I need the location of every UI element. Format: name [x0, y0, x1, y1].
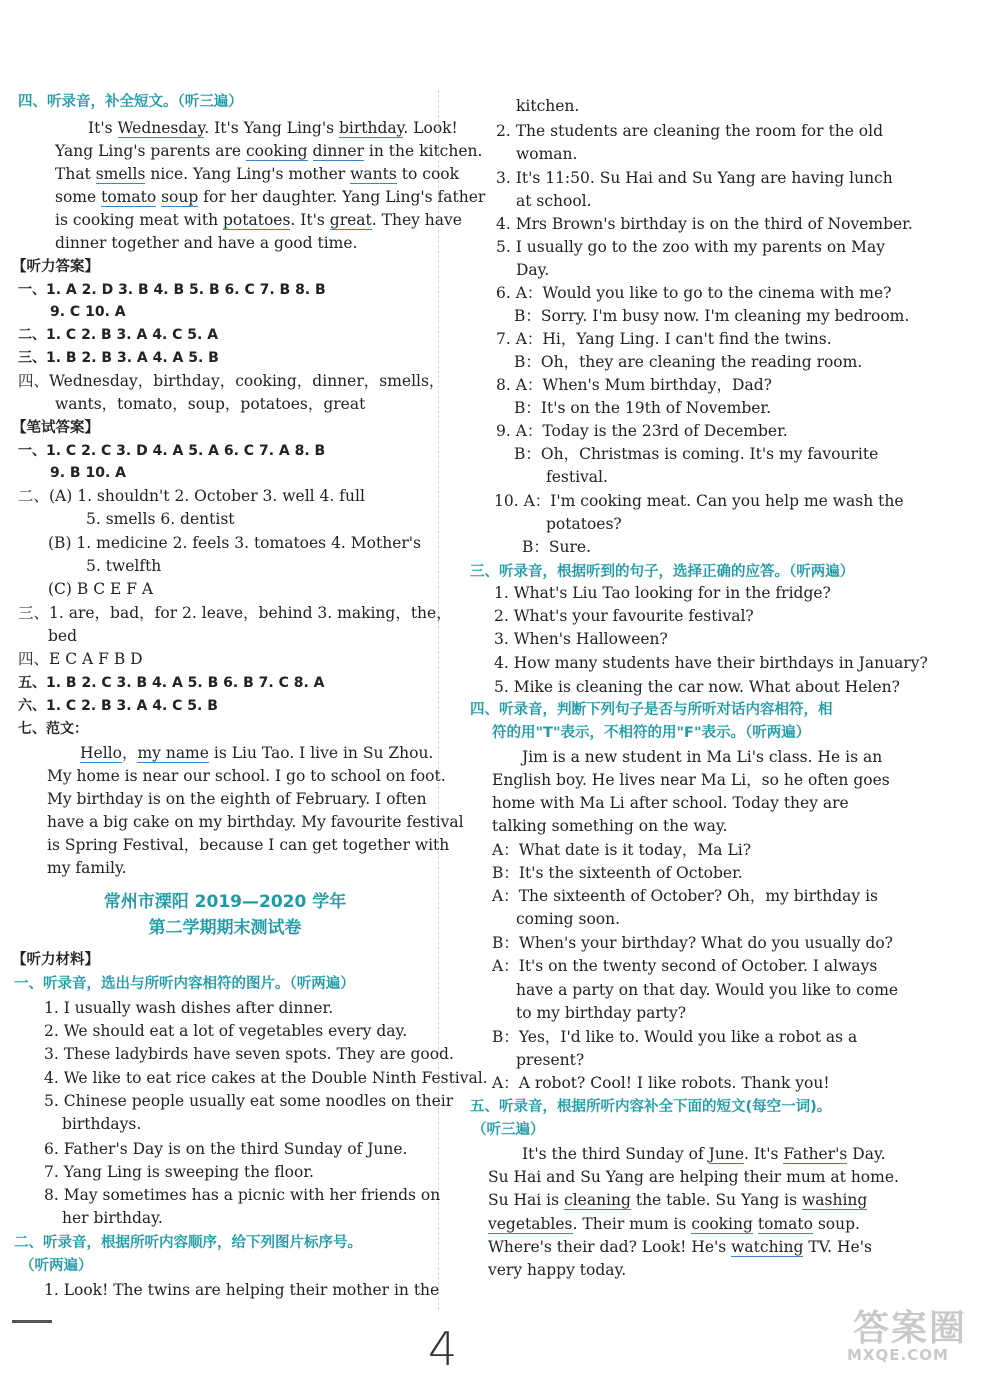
dialogue-line: to my birthday party? — [516, 1004, 687, 1022]
answer-row: wants，tomato，soup，potatoes，great — [55, 395, 366, 413]
list-item: 6. Father's Day is on the third Sunday of June. — [44, 1140, 408, 1158]
text-line: is cooking meat with potatoes. It's great. They have — [55, 211, 462, 229]
answer-row: 七、范文： — [18, 721, 88, 737]
answer-row: 9. B 10. A — [50, 465, 126, 481]
list-item: birthdays. — [62, 1115, 142, 1133]
text-line: That smells nice. Yang Ling's mother wants to cook — [55, 165, 459, 183]
text-line: very happy today. — [488, 1261, 627, 1279]
answer-row: 9. C 10. A — [50, 304, 126, 320]
answers-header: 【笔试答案】 — [12, 420, 99, 436]
dialogue-line: A：The sixteenth of October? Oh，my birthday is — [492, 887, 878, 905]
list-item: 4. How many students have their birthdays in January? — [494, 654, 928, 672]
list-item: 1. What's Liu Tao looking for in the fridge? — [494, 584, 831, 602]
list-item: Day. — [516, 261, 550, 279]
column-divider — [438, 90, 439, 1310]
answer-row: 5. twelfth — [86, 557, 162, 575]
dialogue-line: 7. A：Hi，Yang Ling. I can't find the twins. — [496, 330, 832, 348]
text-line: home with Ma Li after school. Today they are — [492, 794, 849, 812]
section-header: 四、听录音，判断下列句子是否与所听对话内容相符，相 — [470, 702, 833, 718]
dialogue-line: 9. A：Today is the 23rd of December. — [496, 422, 788, 440]
section-header: 四、听录音，补全短文。（听三遍） — [18, 94, 243, 110]
answer-row: 四、E C A F B D — [18, 650, 143, 668]
answer-row: 一、1. A 2. D 3. B 4. B 5. B 6. C 7. B 8. B — [18, 282, 326, 298]
dialogue-line: potatoes? — [546, 515, 622, 533]
dialogue-line: A：It's on the twenty second of October. I always — [492, 957, 878, 975]
dialogue-line: 6. A：Would you like to go to the cinema with me? — [496, 284, 892, 302]
essay-line: my family. — [47, 859, 127, 877]
section-header: （听两遍） — [20, 1258, 93, 1274]
scan-mark — [12, 1320, 52, 1323]
dialogue-line: A：What date is it today，Ma Li? — [492, 841, 752, 859]
text-line: English boy. He lives near Ma Li，so he often goes — [492, 771, 890, 789]
list-item: 3. It's 11:50. Su Hai and Su Yang are having lunch — [496, 169, 893, 187]
list-item: 7. Yang Ling is sweeping the floor. — [44, 1163, 314, 1181]
text-line: It's Wednesday. It's Yang Ling's birthday. Look! — [88, 119, 458, 137]
dialogue-line: B：Yes，I'd like to. Would you like a robot as a — [492, 1028, 858, 1046]
list-item: 5. Mike is cleaning the car now. What about Helen? — [494, 678, 900, 696]
answer-row: 二、(A) 1. shouldn't 2. October 3. well 4. full — [18, 487, 365, 505]
answer-row: bed — [48, 627, 78, 645]
list-item: her birthday. — [62, 1209, 163, 1227]
text-line: some tomato soup for her daughter. Yang Ling's father — [55, 188, 486, 206]
text-line: Su Hai and Su Yang are helping their mum at home. — [488, 1168, 899, 1186]
list-item: kitchen. — [516, 97, 580, 115]
text-line: vegetables. Their mum is cooking tomato soup. — [488, 1215, 860, 1233]
list-item: 1. Look! The twins are helping their mother in the — [44, 1281, 440, 1299]
answer-row: 六、1. C 2. B 3. A 4. C 5. B — [18, 698, 218, 714]
list-item: 5. Chinese people usually eat some noodles on their — [44, 1092, 454, 1110]
page-number: 4 — [428, 1322, 458, 1376]
dialogue-line: festival. — [546, 468, 608, 486]
essay-line: have a big cake on my birthday. My favourite festival — [47, 813, 464, 831]
section-header: 二、听录音，根据所听内容顺序，给下列图片标序号。 — [14, 1235, 362, 1251]
answer-row: 5. smells 6. dentist — [86, 510, 235, 528]
list-item: 1. I usually wash dishes after dinner. — [44, 999, 334, 1017]
watermark-logo-text: 答案圈 — [852, 1308, 967, 1349]
exam-title: 常州市溧阳 2019—2020 学年 — [103, 892, 347, 912]
text-line: dinner together and have a good time. — [55, 234, 358, 252]
text-line: It's the third Sunday of June. It's Father's Day. — [522, 1145, 886, 1163]
answer-row: 三、1. B 2. B 3. A 4. A 5. B — [18, 350, 219, 366]
dialogue-line: B：It's on the 19th of November. — [514, 399, 772, 417]
dialogue-line: B：When's your birthday? What do you usually do? — [492, 934, 893, 952]
dialogue-line: present? — [516, 1051, 585, 1069]
answer-row: (B) 1. medicine 2. feels 3. tomatoes 4. Mother's — [48, 534, 421, 552]
dialogue-line: B：Oh，they are cleaning the reading room. — [514, 353, 863, 371]
answer-row: 二、1. C 2. B 3. A 4. C 5. A — [18, 327, 219, 343]
essay-line: Hello，my name is Liu Tao. I live in Su Zhou. — [80, 744, 434, 762]
list-item: woman. — [516, 145, 578, 163]
section-header: 一、听录音，选出与所听内容相符的图片。（听两遍） — [14, 976, 355, 992]
materials-header: 【听力材料】 — [12, 952, 99, 968]
list-item: at school. — [516, 192, 592, 210]
answer-row: 四、Wednesday，birthday，cooking，dinner，smells， — [18, 372, 445, 390]
dialogue-line: have a party on that day. Would you like to come — [516, 981, 899, 999]
list-item: 2. What's your favourite festival? — [494, 607, 754, 625]
answer-row: (C) B C E F A — [48, 580, 154, 598]
section-header: 五、听录音，根据所听内容补全下面的短文(每空一词)。 — [470, 1099, 832, 1115]
list-item: 5. I usually go to the zoo with my parents on May — [496, 238, 885, 256]
section-header: 三、听录音，根据听到的句子，选择正确的应答。（听两遍） — [470, 564, 855, 580]
watermark-url: MXQE.COM — [847, 1346, 949, 1364]
list-item: 8. May sometimes has a picnic with her friends on — [44, 1186, 441, 1204]
list-item: 3. When's Halloween? — [494, 630, 668, 648]
answers-header: 【听力答案】 — [12, 259, 99, 275]
dialogue-line: B：Sure. — [522, 538, 592, 556]
text-line: Yang Ling's parents are cooking dinner in the kitchen. — [55, 142, 483, 160]
answer-row: 三、1. are，bad，for 2. leave，behind 3. making，the， — [18, 604, 452, 622]
list-item: 2. We should eat a lot of vegetables every day. — [44, 1022, 408, 1040]
essay-line: My home is near our school. I go to school on foot. — [47, 767, 446, 785]
dialogue-line: coming soon. — [516, 910, 621, 928]
answer-row: 五、1. B 2. C 3. B 4. A 5. B 6. B 7. C 8. A — [18, 675, 325, 691]
dialogue-line: 10. A：I'm cooking meat. Can you help me wash the — [494, 492, 904, 510]
exam-subtitle: 第二学期期末测试卷 — [148, 918, 302, 938]
text-line: Su Hai is cleaning the table. Su Yang is washing — [488, 1191, 868, 1209]
section-header: 符的用"T"表示，不相符的用"F"表示。（听两遍） — [492, 725, 811, 741]
list-item: 3. These ladybirds have seven spots. They are good. — [44, 1045, 454, 1063]
list-item: 4. We like to eat rice cakes at the Double Ninth Festival. — [44, 1069, 488, 1087]
answer-row: 一、1. C 2. C 3. D 4. A 5. A 6. C 7. A 8. B — [18, 443, 326, 459]
text-line: talking something on the way. — [492, 817, 728, 835]
dialogue-line: B：Oh，Christmas is coming. It's my favourite — [514, 445, 879, 463]
text-line: Where's their dad? Look! He's watching TV. He's — [488, 1238, 872, 1256]
text-line: Jim is a new student in Ma Li's class. He is an — [522, 748, 883, 766]
dialogue-line: B：Sorry. I'm busy now. I'm cleaning my bedroom. — [514, 307, 910, 325]
section-header: （听三遍） — [472, 1122, 545, 1138]
essay-line: is Spring Festival，because I can get together with — [47, 836, 450, 854]
dialogue-line: A：A robot? Cool! I like robots. Thank you! — [492, 1074, 830, 1092]
dialogue-line: 8. A：When's Mum birthday，Dad? — [496, 376, 772, 394]
list-item: 2. The students are cleaning the room for the old — [496, 122, 884, 140]
dialogue-line: B：It's the sixteenth of October. — [492, 864, 743, 882]
watermark — [835, 1300, 995, 1372]
essay-line: My birthday is on the eighth of February. I often — [47, 790, 427, 808]
list-item: 4. Mrs Brown's birthday is on the third of November. — [496, 215, 913, 233]
